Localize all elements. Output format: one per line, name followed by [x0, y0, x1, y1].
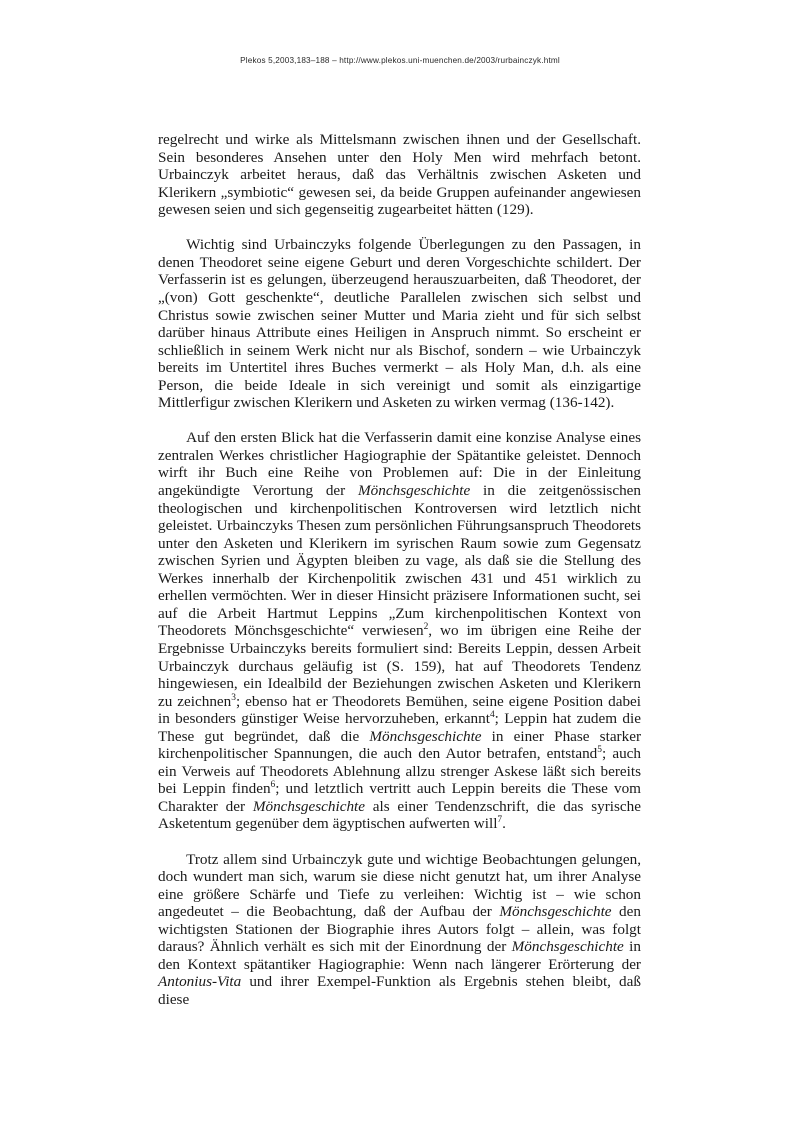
text-run: als einer Tendenzschrift, die das syrische Asketentum gegenüber dem ägyptischen aufwerten will	[158, 797, 641, 833]
running-head: Plekos 5,2003,183–188 – http://www.plekos.uni-muenchen.de/2003/rurbainczyk.html	[240, 56, 560, 65]
text-run: in den Kontext spätantiker Hagiographie: Wenn nach längerer Erörterung der	[158, 938, 641, 973]
footnote-marker: 5	[597, 745, 602, 756]
text-run: und ihrer Exempel-Funktion als Ergebnis stehen bleibt, daß diese	[158, 973, 641, 1008]
body-text-block	[158, 131, 641, 1008]
paragraph	[158, 131, 641, 219]
text-run: Auf den ersten Blick hat die Verfasserin damit eine konzise Analyse eines zentralen Werkes christlicher Hagiographie der Spätantike geleistet. Dennoch wirft ihr Buch eine Reihe von Problemen auf: Die in der Einleitung angekündigte Verortung der	[158, 429, 641, 500]
footnote-marker: 2	[423, 622, 429, 633]
text-run: in die zeitgenössischen theologischen und kirchenpolitischen Kontroversen wird letztlich nicht geleistet. Urbainczyks Thesen zum persönlichen Führungsanspruch Theodorets unter den Asketen und Klerikern im syrischen Raum sowie zum Gegensatz zwischen Syrien und Ägypten bleiben zu vage, als daß sie die Stellung des Werkes innerhalb der Kirchenpolitik zwischen 431 und 451 wirklich zu erhellen vermöchten. Wer in dieser Hinsicht präzisere Informationen sucht, sei auf die Arbeit Hartmut Leppins „Zum kirchenpolitischen Kontext von Theodorets Mönchsgeschichte“ verwiesen	[158, 482, 641, 640]
italic-title: Mönchsgeschichte	[252, 797, 366, 815]
paragraph	[158, 851, 641, 1009]
italic-title: Antonius-Vita	[158, 973, 242, 991]
text-run: .	[502, 815, 506, 833]
text-run: ; und letztlich vertritt auch Leppin bereits die These vom Charakter der	[158, 780, 641, 815]
footnote-marker: 7	[497, 815, 503, 826]
paragraph	[158, 429, 641, 833]
italic-title: Mönchsgeschichte	[358, 482, 471, 500]
text-run: regelrecht und wirke als Mittelsmann zwischen ihnen und der Gesellschaft. Sein besonderes Ansehen unter den Holy Men wird mehrfach betont. Urbainczyk arbeitet heraus, daß das Verhältnis zwischen Asketen und Klerikern „symbiotic“ gewesen sei, da beide Gruppen aufeinander angewiesen gewesen seien und sich gegenseitig zugearbeitet hätten (129).	[158, 131, 641, 219]
text-run: ; Leppin hat zudem die These gut begründet, daß die	[158, 710, 641, 745]
text-run: ; ebenso hat er Theodorets Bemühen, seine eigene Position dabei in besonders günstiger Weise hervorzuheben, erkannt	[158, 692, 642, 728]
footnote-marker: 3	[231, 692, 236, 703]
text-run: ; auch ein Verweis auf Theodorets Ablehnung allzu strenger Askese läßt sich bereits bei Leppin finden	[158, 745, 641, 798]
text-run: Trotz allem sind Urbainczyk gute und wichtige Beobachtungen gelungen, doch wundert man sich, warum sie diese nicht genutzt hat, um ihrer Analyse eine größere Schärfe und Tiefe zu verleihen: Wichtig ist – wie schon angedeutet – die Beobachtung, daß der Aufbau der	[158, 850, 641, 921]
italic-title: Mönchsgeschichte	[511, 938, 624, 956]
text-run: in einer Phase starker kirchenpolitischer Spannungen, die auch den Autor betrafen, entstand	[158, 727, 642, 763]
text-run: Wichtig sind Urbainczyks folgende Überlegungen zu den Passagen, in denen Theodoret seine eigene Geburt und deren Vorgeschichte schildert. Der Verfasserin ist es gelungen, überzeugend herauszuarbeiten, daß Theodoret, der „(von) Gott geschenkte“, deutliche Parallelen zwischen sich selbst und Christus sowie zwischen seiner Mutter und Maria zieht und für sich selbst darüber hinaus Attribute eines Heiligen in Anspruch nimmt. So erscheint er schließlich in seinem Werk nicht nur als Bischof, sondern – wie Urbainczyk bereits im Untertitel ihres Buches vermerkt – als Holy Man, d.h. als eine Person, die beide Ideale in sich vereinigt und somit als einzigartige Mittlerfigur zwischen Klerikern und Asketen zu wirken vermag (136-142).	[158, 236, 641, 412]
italic-title: Mönchsgeschichte	[369, 727, 482, 745]
text-run: den wichtigsten Stationen der Biographie ihres Autors folgt – allein, was folgt daraus? Ähnlich verhält es sich mit der Einordnung der	[158, 903, 641, 956]
italic-title: Mönchsgeschichte	[499, 903, 612, 921]
text-run: , wo im übrigen eine Reihe der Ergebnisse Urbainczyks bereits formuliert sind: Bereits Leppin, dessen Arbeit Urbainczyk durchaus geläufig ist (S. 159), hat auf Theodorets Tendenz hingewiesen, ein Idealbild der Beziehungen zwischen Asketen und Klerikern zu zeichnen	[158, 622, 641, 710]
paragraph	[158, 236, 641, 411]
footnote-marker: 4	[489, 710, 495, 721]
footnote-marker: 6	[270, 780, 276, 791]
